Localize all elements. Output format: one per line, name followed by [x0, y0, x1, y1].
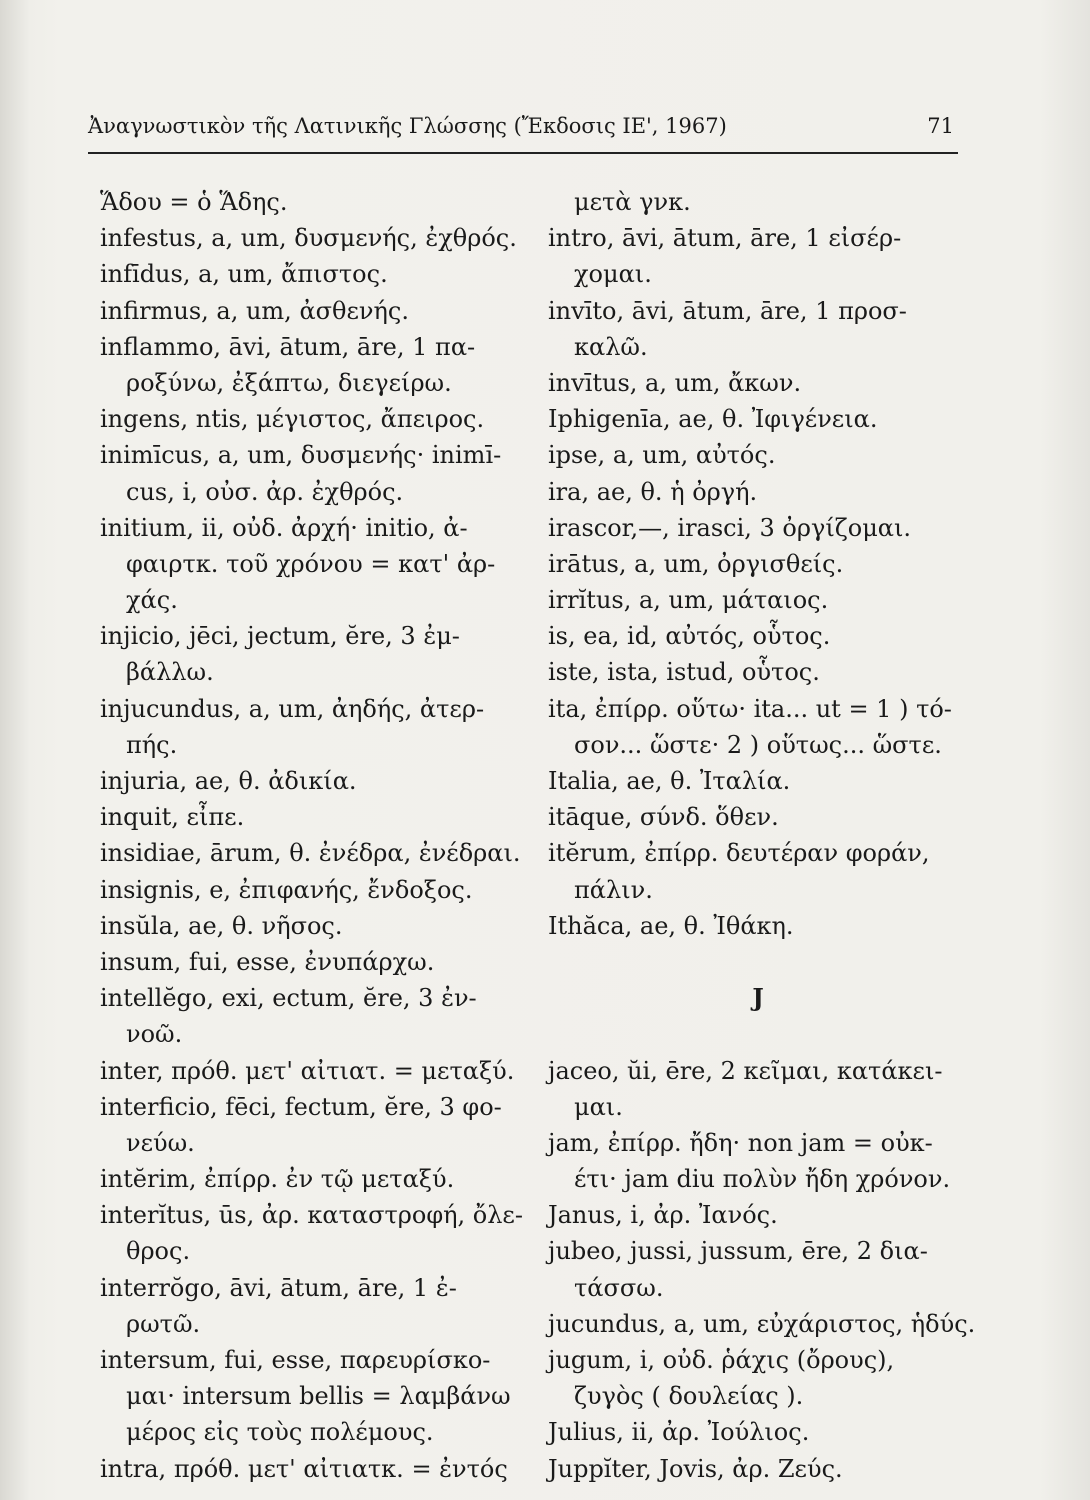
entry-continuation: νεύω. — [126, 1128, 195, 1157]
running-header — [88, 114, 958, 148]
header-rule — [88, 152, 958, 154]
blank-line — [548, 1016, 968, 1052]
dictionary-entry: inimīcus, a, um, δυσμενής· inimī- — [100, 441, 502, 470]
dictionary-entry: insum, fui, esse, ἐνυπάρχω. — [100, 947, 435, 976]
right-column — [548, 184, 976, 1487]
dictionary-entry: intra, πρόθ. μετ' αἰτιατκ. = ἐντός — [100, 1454, 508, 1483]
dictionary-entry: irātus, a, um, ὀργισθείς. — [548, 549, 844, 578]
entry-continuation: χάς. — [126, 586, 178, 615]
dictionary-entry: insŭla, ae, θ. νῆσος. — [100, 911, 343, 940]
dictionary-entry: injuria, ae, θ. ἀδικία. — [100, 767, 357, 795]
dictionary-entry: is, ea, id, αὐτός, οὗτος. — [548, 622, 831, 651]
dictionary-entry: ingens, ntis, μέγιστος, ἄπειρος. — [100, 405, 485, 434]
dictionary-entry: invīto, āvi, ātum, āre, 1 προσ- — [548, 296, 907, 325]
entry-continuation: χομαι. — [574, 260, 652, 289]
entry-continuation: μέρος εἰς τοὺς πολέμους. — [126, 1418, 434, 1447]
entry-continuation: φαιρτκ. τοῦ χρόνου = κατ' ἀρ- — [126, 549, 496, 578]
dictionary-entry: infīdus, a, um, ἄπιστος. — [100, 260, 388, 289]
entry-continuation: πάλιν. — [574, 875, 653, 904]
dictionary-entry: infirmus, a, um, ἀσθενής. — [100, 296, 409, 325]
entry-continuation: cus, i, οὐσ. ἀρ. ἐχθρός. — [126, 477, 404, 506]
page-number: 71 — [927, 114, 954, 138]
dictionary-entry: ita, ἐπίρρ. οὕτω· ita... ut = 1 ) τό- — [548, 694, 952, 723]
dictionary-entry: jugum, i, οὐδ. ῥάχις (ὄρους), — [548, 1346, 895, 1374]
entry-continuation: μαι. — [574, 1092, 623, 1121]
dictionary-entry: Ἅδου = ὁ Ἅδης. — [100, 188, 288, 216]
dictionary-entry: intersum, fui, esse, παρευρίσκο- — [100, 1346, 491, 1374]
dictionary-entry: inquit, εἶπε. — [100, 803, 245, 832]
entry-continuation: πής. — [126, 730, 178, 759]
dictionary-entry: intro, āvi, ātum, āre, 1 εἰσέρ- — [548, 224, 902, 253]
dictionary-entry: itāque, σύνδ. ὅθεν. — [548, 803, 779, 832]
dictionary-entry: jucundus, a, um, εὐχάριστος, ἡδύς. — [548, 1309, 976, 1338]
dictionary-entry: ira, ae, θ. ἡ ὀργή. — [548, 477, 758, 506]
dictionary-entry: Janus, i, ἀρ. Ἰανός. — [548, 1201, 778, 1230]
entry-continuation: θρος. — [126, 1237, 191, 1266]
entry-continuation: ζυγὸς ( δουλείας ). — [574, 1382, 804, 1411]
dictionary-entry: interficio, fēci, fectum, ĕre, 3 φο- — [100, 1092, 502, 1121]
dictionary-entry: iste, ista, istud, οὗτος. — [548, 658, 820, 687]
dictionary-entry: inter, πρόθ. μετ' αἰτιατ. = μεταξύ. — [100, 1056, 515, 1085]
blank-line — [548, 944, 968, 980]
dictionary-entry: insignis, e, ἐπιφανής, ἔνδοξος. — [100, 875, 473, 904]
entry-continuation: τάσσω. — [574, 1273, 664, 1302]
dictionary-entry: Julius, ii, ἀρ. Ἰούλιος. — [548, 1418, 810, 1447]
dictionary-entry: invītus, a, um, ἄκων. — [548, 368, 802, 397]
dictionary-entry: Italia, ae, θ. Ἰταλία. — [548, 767, 791, 795]
dictionary-entry: Juppĭter, Jovis, ἀρ. Ζεύς. — [548, 1454, 843, 1483]
entry-continuation: ρωτῶ. — [126, 1309, 201, 1338]
section-letter: J — [752, 983, 764, 1013]
left-column — [100, 184, 530, 1487]
entry-continuation: βάλλω. — [126, 658, 214, 687]
dictionary-entry: inflammo, āvi, ātum, āre, 1 πα- — [100, 332, 476, 361]
dictionary-entry: injicio, jēci, jectum, ĕre, 3 ἐμ- — [100, 622, 460, 651]
entry-continuation: έτι· jam diu πολὺν ἤδη χρόνον. — [574, 1165, 951, 1194]
dictionary-entry: jam, ἐπίρρ. ἤδη· non jam = οὐκ- — [548, 1128, 933, 1157]
dictionary-entry: infestus, a, um, δυσμενής, ἐχθρός. — [100, 224, 517, 253]
dictionary-entry: ipse, a, um, αὐτός. — [548, 441, 776, 470]
entry-continuation: σον... ὥστε· 2 ) οὕτως... ὥστε. — [574, 730, 942, 759]
entry-continuation: νοῶ. — [126, 1020, 183, 1049]
entry-continuation: καλῶ. — [574, 332, 648, 361]
dictionary-entry: irrĭtus, a, um, μάταιος. — [548, 586, 829, 615]
dictionary-entry: irascor,—, irasci, 3 ὀργίζομαι. — [548, 513, 912, 542]
header-title: Ἀναγνωστικὸν τῆς Λατινικῆς Γλώσσης (Ἔκδοσις ΙΕ', 1967) — [88, 114, 727, 138]
dictionary-entry: initium, ii, οὐδ. ἀρχή· initio, ἀ- — [100, 513, 468, 542]
dictionary-entry: intellĕgo, exi, ectum, ĕre, 3 ἐν- — [100, 984, 477, 1013]
entry-continuation: ροξύνω, ἐξάπτω, διεγείρω. — [126, 368, 452, 397]
dictionary-entry: itĕrum, ἐπίρρ. δευτέραν φοράν, — [548, 839, 930, 868]
dictionary-entry: interĭtus, ūs, ἀρ. καταστροφή, ὄλε- — [100, 1201, 523, 1230]
dictionary-entry: Ithăca, ae, θ. Ἰθάκη. — [548, 911, 794, 940]
dictionary-entry: insidiae, ārum, θ. ἐνέδρα, ἐνέδραι. — [100, 839, 521, 868]
dictionary-entry: injucundus, a, um, ἀηδής, ἀτερ- — [100, 694, 485, 723]
dictionary-entry: jaceo, ŭi, ēre, 2 κεῖμαι, κατάκει- — [548, 1056, 943, 1085]
dictionary-entry: Iphigenīa, ae, θ. Ἰφιγένεια. — [548, 405, 878, 434]
dictionary-entry: jubeo, jussi, jussum, ēre, 2 δια- — [548, 1237, 928, 1266]
dictionary-entry: interrŏgo, āvi, ātum, āre, 1 ἐ- — [100, 1273, 457, 1302]
entry-continuation: μετὰ γνκ. — [574, 188, 691, 216]
dictionary-entry: intĕrim, ἐπίρρ. ἐν τῷ μεταξύ. — [100, 1165, 455, 1194]
entry-continuation: μαι· intersum bellis = λαμβάνω — [126, 1382, 511, 1411]
